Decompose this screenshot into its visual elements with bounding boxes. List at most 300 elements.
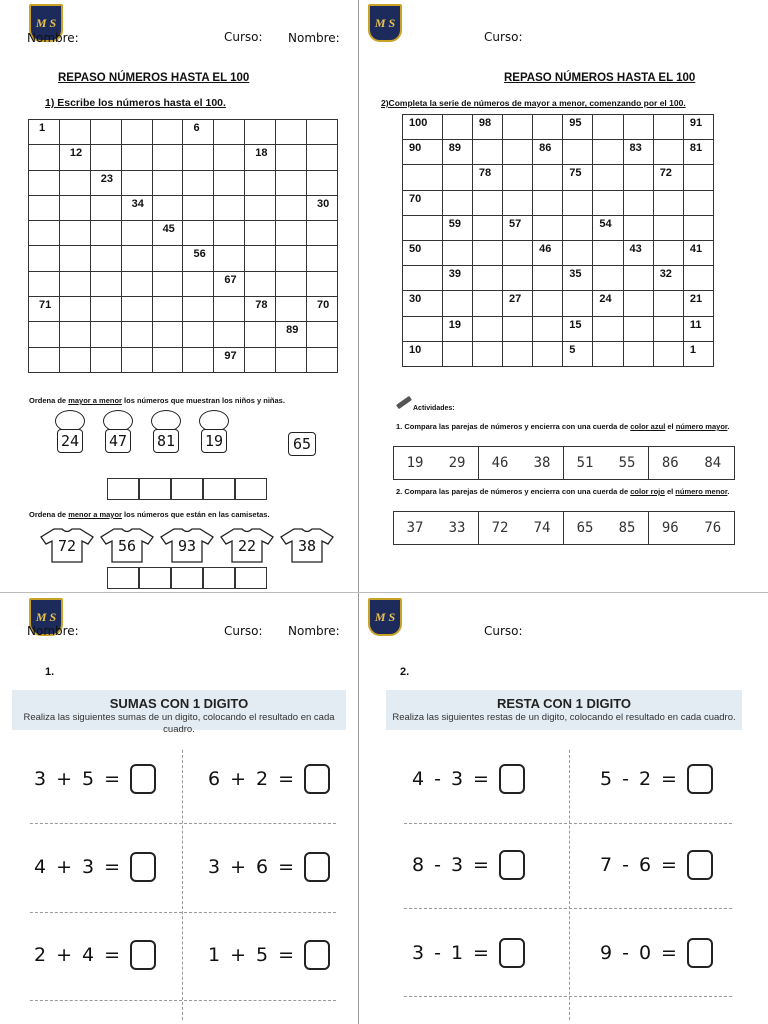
number-pair[interactable] xyxy=(649,512,734,544)
grid-cell[interactable] xyxy=(90,145,121,170)
grid-cell: 15 xyxy=(563,316,593,341)
number-pair[interactable] xyxy=(394,512,479,544)
grid-cell: 6 xyxy=(183,120,214,145)
equation-term: - xyxy=(434,768,441,790)
restas-sheet xyxy=(386,690,742,1024)
equation-term: - xyxy=(434,942,441,964)
grid-cell[interactable] xyxy=(653,190,683,215)
grid-row xyxy=(403,165,714,190)
grid-cell: 19 xyxy=(442,316,472,341)
grid-cell: 83 xyxy=(623,140,653,165)
grid-cell: 57 xyxy=(502,215,532,240)
equation-term: 3 xyxy=(82,856,95,878)
grid-cell[interactable] xyxy=(653,240,683,265)
kid-sign: 47 xyxy=(105,429,131,453)
equation xyxy=(412,938,525,968)
equation xyxy=(34,940,156,970)
grid-cell[interactable] xyxy=(403,165,443,190)
equation-term: 6 xyxy=(638,854,652,876)
grid-cell[interactable] xyxy=(683,190,713,215)
grid-cell: 18 xyxy=(245,145,276,170)
answer-box[interactable] xyxy=(687,764,713,794)
equation-term: + xyxy=(230,856,247,878)
grid-cell[interactable] xyxy=(59,120,90,145)
answer-box[interactable] xyxy=(130,940,156,970)
grid-cell[interactable] xyxy=(183,347,214,372)
grid-cell[interactable] xyxy=(442,190,472,215)
grid-cell[interactable] xyxy=(183,297,214,322)
grid-cell[interactable] xyxy=(442,291,472,316)
grid-cell[interactable] xyxy=(533,291,563,316)
grid-cell[interactable] xyxy=(276,195,307,220)
grid-cell[interactable] xyxy=(121,246,152,271)
grid-cell[interactable] xyxy=(29,246,60,271)
curso-label: Curso: xyxy=(484,624,523,638)
school-logo: M S xyxy=(368,4,402,42)
grid-cell[interactable] xyxy=(472,291,502,316)
grid-cell[interactable] xyxy=(59,246,90,271)
activity-2-text: 2. Compara las parejas de números y encierra con una cuerda de color rojo el número menor. xyxy=(396,487,730,496)
equation-term: 3 xyxy=(412,942,425,964)
grid-cell[interactable] xyxy=(29,145,60,170)
grid-row xyxy=(403,140,714,165)
kid-sign-extra: 65 xyxy=(288,432,316,456)
grid-cell[interactable] xyxy=(29,195,60,220)
grid-cell[interactable] xyxy=(245,120,276,145)
equation-term: = xyxy=(278,856,295,878)
grid-row xyxy=(403,215,714,240)
grid-cell[interactable] xyxy=(183,322,214,347)
grid-cell[interactable] xyxy=(307,145,338,170)
grid-cell[interactable] xyxy=(502,165,532,190)
equation xyxy=(600,850,713,880)
grid-cell: 59 xyxy=(442,215,472,240)
equation-term: 3 xyxy=(208,856,221,878)
equation-term: 2 xyxy=(256,768,269,790)
restas-number: 2. xyxy=(400,666,410,678)
equation xyxy=(412,850,525,880)
grid-cell[interactable] xyxy=(59,271,90,296)
equation-term: 4 xyxy=(82,944,95,966)
grid-cell[interactable] xyxy=(276,347,307,372)
dashed-divider xyxy=(404,908,732,909)
grid-cell[interactable] xyxy=(307,271,338,296)
grid-cell[interactable] xyxy=(307,246,338,271)
pair-number[interactable]: 84 xyxy=(704,455,722,471)
grid-cell: 91 xyxy=(683,115,713,140)
equation xyxy=(34,764,156,794)
answer-box[interactable] xyxy=(687,938,713,968)
pair-number[interactable]: 72 xyxy=(491,520,509,536)
pair-number[interactable]: 51 xyxy=(576,455,594,471)
number-pair[interactable] xyxy=(564,447,649,479)
order-asc-instruction: Ordena de menor a mayor los números que están en las camisetas. xyxy=(29,510,270,519)
grid-cell[interactable] xyxy=(276,246,307,271)
grid-cell[interactable] xyxy=(214,145,245,170)
grid-row xyxy=(403,341,714,366)
tshirt-number: 93 xyxy=(177,537,197,555)
equation-term: + xyxy=(230,944,247,966)
grid-cell[interactable] xyxy=(623,215,653,240)
tshirt xyxy=(280,527,334,563)
nombre-label: Nombre: xyxy=(288,31,340,45)
sumas-instructions: Realiza las siguientes sumas de un digito, colocando el resultado en cada cuadro. xyxy=(23,712,335,736)
grid-cell: 41 xyxy=(683,240,713,265)
grid-cell: 86 xyxy=(533,140,563,165)
grid-cell[interactable] xyxy=(442,240,472,265)
q1-subtitle: 1) Escribe los números hasta el 100. xyxy=(45,97,226,109)
equation-term: 5 xyxy=(256,944,269,966)
grid-cell[interactable] xyxy=(152,195,183,220)
grid-cell[interactable] xyxy=(152,297,183,322)
grid-cell[interactable] xyxy=(121,170,152,195)
grid-cell[interactable] xyxy=(214,246,245,271)
grid-cell: 71 xyxy=(29,297,60,322)
grid-cell[interactable] xyxy=(121,347,152,372)
grid-cell: 95 xyxy=(563,115,593,140)
grid-cell[interactable] xyxy=(152,271,183,296)
grid-cell: 98 xyxy=(472,115,502,140)
grid-cell[interactable] xyxy=(183,221,214,246)
grid-cell: 89 xyxy=(442,140,472,165)
grid-cell[interactable] xyxy=(653,316,683,341)
grid-cell[interactable] xyxy=(563,190,593,215)
grid-cell[interactable] xyxy=(29,221,60,246)
grid-cell[interactable] xyxy=(623,341,653,366)
grid-cell[interactable] xyxy=(90,246,121,271)
grid-cell[interactable] xyxy=(59,347,90,372)
equation-term: + xyxy=(230,768,247,790)
pair-number[interactable]: 86 xyxy=(661,455,679,471)
grid-cell[interactable] xyxy=(90,221,121,246)
equation xyxy=(600,764,713,794)
grid-cell: 72 xyxy=(653,165,683,190)
curso-label: Curso: xyxy=(484,30,523,44)
grid-cell[interactable] xyxy=(245,221,276,246)
tshirt-number: 72 xyxy=(57,537,77,555)
pair-number[interactable]: 29 xyxy=(448,455,466,471)
equation-term: 6 xyxy=(256,856,269,878)
grid-cell[interactable] xyxy=(472,266,502,291)
grid-cell[interactable] xyxy=(90,271,121,296)
equation-term: + xyxy=(56,768,73,790)
equation-term: = xyxy=(278,768,295,790)
pairs-row-2[interactable] xyxy=(393,511,735,545)
grid-cell[interactable] xyxy=(593,316,623,341)
grid-cell[interactable] xyxy=(472,140,502,165)
pair-number[interactable]: 96 xyxy=(661,520,679,536)
equation-term: 8 xyxy=(412,854,425,876)
pair-number[interactable]: 65 xyxy=(576,520,594,536)
page-divider-vertical xyxy=(358,0,359,1024)
grid-cell[interactable] xyxy=(183,145,214,170)
pair-number[interactable]: 37 xyxy=(406,520,424,536)
answer-box[interactable] xyxy=(499,764,525,794)
grid-cell[interactable] xyxy=(152,145,183,170)
grid-cell[interactable] xyxy=(683,266,713,291)
answer-box[interactable] xyxy=(499,850,525,880)
grid-cell[interactable] xyxy=(653,341,683,366)
grid-cell[interactable] xyxy=(563,291,593,316)
grid-cell: 100 xyxy=(403,115,443,140)
answer-box[interactable] xyxy=(130,852,156,882)
kid-figure xyxy=(146,410,186,453)
grid-cell[interactable] xyxy=(121,120,152,145)
equation xyxy=(34,852,156,882)
pair-number[interactable]: 38 xyxy=(533,455,551,471)
grid-cell[interactable] xyxy=(683,165,713,190)
equation-term: = xyxy=(104,856,121,878)
grid-cell: 24 xyxy=(593,291,623,316)
grid-cell[interactable] xyxy=(183,271,214,296)
number-pair[interactable] xyxy=(564,512,649,544)
grid-cell[interactable] xyxy=(29,322,60,347)
grid-cell[interactable] xyxy=(403,316,443,341)
grid-cell[interactable] xyxy=(245,347,276,372)
grid-cell[interactable] xyxy=(276,170,307,195)
grid-cell[interactable] xyxy=(214,170,245,195)
grid-cell[interactable] xyxy=(442,115,472,140)
nombre-label: Nombre: xyxy=(27,31,79,45)
shirts-row xyxy=(40,527,334,563)
tshirt xyxy=(40,527,94,563)
grid-cell: 34 xyxy=(121,195,152,220)
q1-title: REPASO NÚMEROS HASTA EL 100 xyxy=(58,72,250,84)
grid-cell[interactable] xyxy=(442,165,472,190)
pencil-icon xyxy=(396,396,412,409)
grid-cell[interactable] xyxy=(683,215,713,240)
equation-term: 3 xyxy=(450,854,464,876)
grid-cell[interactable] xyxy=(29,271,60,296)
equation-term: 2 xyxy=(34,944,47,966)
answer-box[interactable] xyxy=(687,850,713,880)
grid-cell[interactable] xyxy=(29,347,60,372)
grid-cell[interactable] xyxy=(121,221,152,246)
grid-cell: 46 xyxy=(533,240,563,265)
grid-cell[interactable] xyxy=(502,115,532,140)
grid-cell[interactable] xyxy=(593,165,623,190)
grid-cell[interactable] xyxy=(653,291,683,316)
grid-cell[interactable] xyxy=(276,221,307,246)
activity-1-text: 1. Compara las parejas de números y encierra con una cuerda de color azul el número mayor. xyxy=(396,422,730,431)
grid-cell[interactable] xyxy=(533,115,563,140)
grid-cell[interactable] xyxy=(623,115,653,140)
kid-sign: 81 xyxy=(153,429,179,453)
school-logo: M S xyxy=(368,598,402,636)
grid-cell[interactable] xyxy=(152,347,183,372)
number-pair[interactable] xyxy=(479,512,564,544)
grid-cell[interactable] xyxy=(276,297,307,322)
grid-cell[interactable] xyxy=(307,221,338,246)
dashed-divider xyxy=(404,996,732,997)
grid-cell[interactable] xyxy=(121,322,152,347)
grid-cell[interactable] xyxy=(121,297,152,322)
equation-term: = xyxy=(473,854,489,876)
grid-cell[interactable] xyxy=(403,266,443,291)
grid-cell[interactable] xyxy=(121,271,152,296)
grid-cell[interactable] xyxy=(214,297,245,322)
grid-cell[interactable] xyxy=(593,341,623,366)
equation-term: = xyxy=(473,942,489,964)
grid-cell[interactable] xyxy=(307,170,338,195)
grid-cell[interactable] xyxy=(307,120,338,145)
equation-term: 1 xyxy=(450,942,464,964)
grid-cell[interactable] xyxy=(472,316,502,341)
grid-cell[interactable] xyxy=(59,195,90,220)
grid-cell[interactable] xyxy=(214,195,245,220)
grid-cell[interactable] xyxy=(214,221,245,246)
grid-cell[interactable] xyxy=(653,115,683,140)
equation-term: 1 xyxy=(208,944,221,966)
number-pair[interactable] xyxy=(479,447,564,479)
grid-cell[interactable] xyxy=(183,195,214,220)
grid-cell: 45 xyxy=(152,221,183,246)
pair-number[interactable]: 46 xyxy=(491,455,509,471)
grid-cell: 1 xyxy=(683,341,713,366)
nombre-label: Nombre: xyxy=(27,624,79,638)
kid-figure xyxy=(50,410,90,453)
grid-row xyxy=(29,170,338,195)
grid-cell[interactable] xyxy=(472,341,502,366)
school-logo: M S xyxy=(29,598,63,636)
grid-cell: 10 xyxy=(403,341,443,366)
grid-cell: 11 xyxy=(683,316,713,341)
number-pair[interactable] xyxy=(649,447,734,479)
grid-cell[interactable] xyxy=(90,120,121,145)
grid-cell[interactable] xyxy=(502,266,532,291)
equation-term: 3 xyxy=(450,768,464,790)
grid-cell[interactable] xyxy=(152,246,183,271)
answer-box[interactable] xyxy=(499,938,525,968)
grid-cell[interactable] xyxy=(307,347,338,372)
pair-number[interactable]: 33 xyxy=(448,520,466,536)
pair-number[interactable]: 74 xyxy=(533,520,551,536)
equation xyxy=(412,764,525,794)
grid-cell[interactable] xyxy=(245,170,276,195)
grid-cell[interactable] xyxy=(276,120,307,145)
equation-term: - xyxy=(622,768,629,790)
grid-cell[interactable] xyxy=(121,145,152,170)
grid-cell[interactable] xyxy=(276,145,307,170)
grid-cell[interactable] xyxy=(623,165,653,190)
grid-cell[interactable] xyxy=(29,170,60,195)
tshirt-number: 22 xyxy=(237,537,257,555)
equation-term: = xyxy=(661,942,677,964)
grid-cell[interactable] xyxy=(563,215,593,240)
pair-number[interactable]: 85 xyxy=(618,520,636,536)
grid-cell: 70 xyxy=(403,190,443,215)
grid-cell[interactable] xyxy=(623,190,653,215)
grid-cell[interactable] xyxy=(90,297,121,322)
grid-cell[interactable] xyxy=(563,140,593,165)
grid-cell[interactable] xyxy=(59,322,90,347)
pair-number[interactable]: 19 xyxy=(406,455,424,471)
dashed-divider xyxy=(569,750,570,1020)
grid-cell[interactable] xyxy=(593,240,623,265)
grid-cell[interactable] xyxy=(90,347,121,372)
grid-cell[interactable] xyxy=(623,316,653,341)
grid-cell[interactable] xyxy=(623,266,653,291)
grid-cell[interactable] xyxy=(214,322,245,347)
grid-cell[interactable] xyxy=(442,341,472,366)
grid-cell[interactable] xyxy=(653,140,683,165)
nombre-label: Nombre: xyxy=(288,624,340,638)
grid-cell[interactable] xyxy=(90,195,121,220)
grid-cell[interactable] xyxy=(502,316,532,341)
answer-box[interactable] xyxy=(304,852,330,882)
grid-cell[interactable] xyxy=(472,190,502,215)
grid-cell: 54 xyxy=(593,215,623,240)
grid-cell[interactable] xyxy=(183,170,214,195)
grid-cell[interactable] xyxy=(533,341,563,366)
answer-box[interactable] xyxy=(130,764,156,794)
grid-cell[interactable] xyxy=(276,271,307,296)
equation-term: = xyxy=(661,854,677,876)
grid-cell[interactable] xyxy=(533,215,563,240)
grid-cell[interactable] xyxy=(403,215,443,240)
pair-number[interactable]: 55 xyxy=(618,455,636,471)
grid-cell: 75 xyxy=(563,165,593,190)
grid-cell[interactable] xyxy=(593,190,623,215)
order-desc-instruction: Ordena de mayor a menor los números que muestran los niños y niñas. xyxy=(29,396,285,405)
grid-cell[interactable] xyxy=(152,322,183,347)
grid-cell[interactable] xyxy=(502,140,532,165)
grid-cell[interactable] xyxy=(593,115,623,140)
grid-cell[interactable] xyxy=(472,215,502,240)
kid-figure xyxy=(194,410,234,453)
grid-cell[interactable] xyxy=(533,165,563,190)
grid-cell[interactable] xyxy=(245,322,276,347)
grid-cell[interactable] xyxy=(307,322,338,347)
dashed-divider xyxy=(30,823,336,824)
grid-cell[interactable] xyxy=(533,266,563,291)
dashed-divider xyxy=(30,912,336,913)
grid-cell[interactable] xyxy=(59,221,90,246)
grid-cell[interactable] xyxy=(245,271,276,296)
kid-figure xyxy=(98,410,138,453)
answer-box[interactable] xyxy=(304,764,330,794)
grid-cell[interactable] xyxy=(533,316,563,341)
grid-cell[interactable] xyxy=(90,322,121,347)
grid-cell[interactable] xyxy=(502,190,532,215)
pair-number[interactable]: 76 xyxy=(704,520,722,536)
grid-cell[interactable] xyxy=(593,266,623,291)
answer-boxes-desc[interactable] xyxy=(107,478,267,500)
number-pair[interactable] xyxy=(394,447,479,479)
grid-cell[interactable] xyxy=(533,190,563,215)
grid-cell[interactable] xyxy=(245,246,276,271)
grid-cell[interactable] xyxy=(152,170,183,195)
grid-cell[interactable] xyxy=(593,140,623,165)
grid-cell[interactable] xyxy=(214,120,245,145)
equation xyxy=(208,764,330,794)
answer-boxes-asc[interactable] xyxy=(107,567,267,589)
grid-cell[interactable] xyxy=(623,291,653,316)
equation-term: 7 xyxy=(600,854,613,876)
pairs-row-1[interactable] xyxy=(393,446,735,480)
answer-box[interactable] xyxy=(304,940,330,970)
grid-cell[interactable] xyxy=(502,341,532,366)
grid-cell[interactable] xyxy=(472,240,502,265)
grid-cell[interactable] xyxy=(152,120,183,145)
grid-cell[interactable] xyxy=(502,240,532,265)
grid-cell[interactable] xyxy=(245,195,276,220)
grid-cell[interactable] xyxy=(59,297,90,322)
grid-cell[interactable] xyxy=(563,240,593,265)
grid-cell: 30 xyxy=(403,291,443,316)
grid-cell[interactable] xyxy=(59,170,90,195)
grid-cell[interactable] xyxy=(653,215,683,240)
